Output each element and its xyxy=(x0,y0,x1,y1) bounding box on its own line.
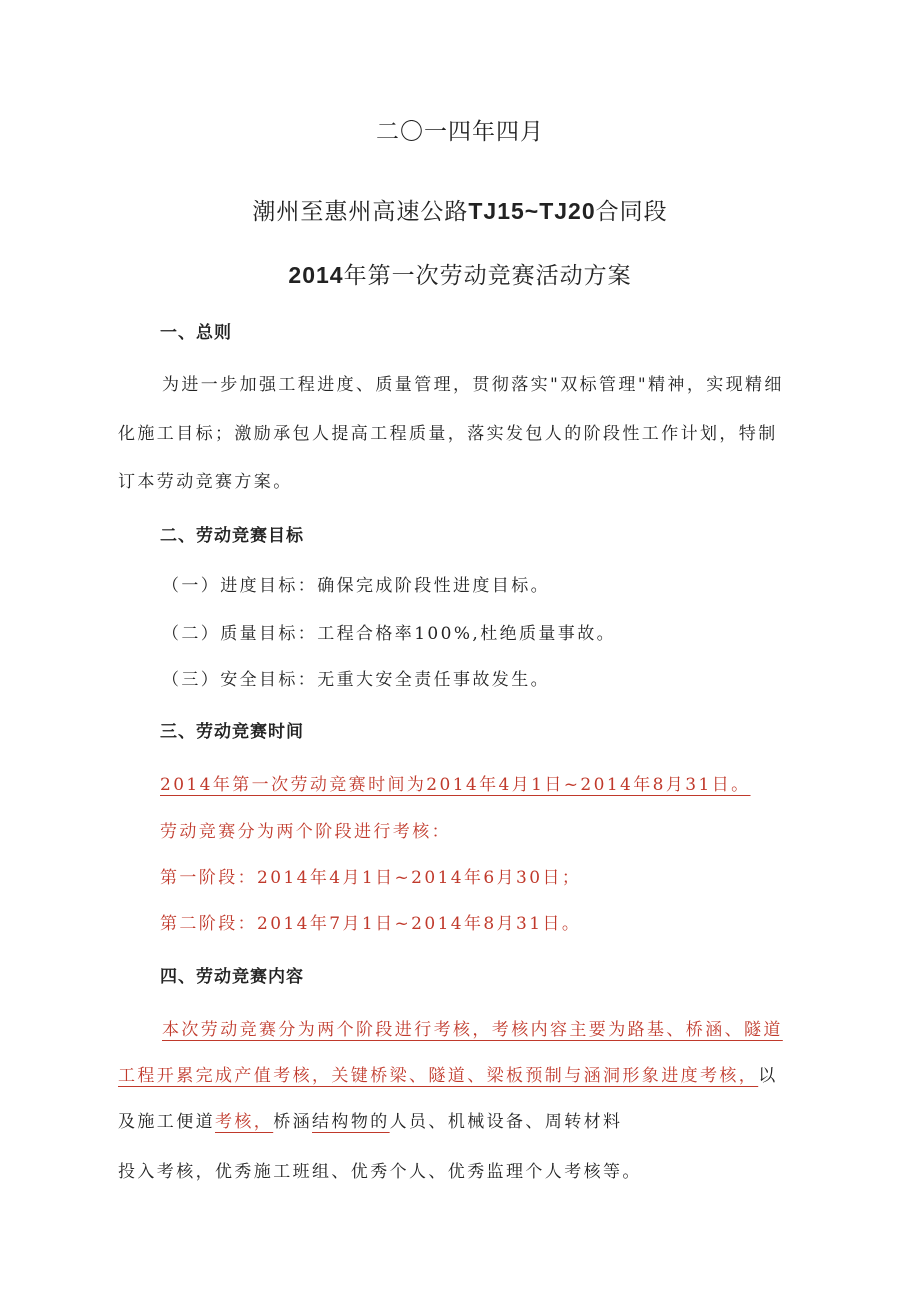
section-2-goal-2: （二）质量目标：工程合格率100%,杜绝质量事故。 xyxy=(162,624,617,644)
project-title xyxy=(0,193,920,226)
section-3-phase-2: 第二阶段：2014年7月1日~2014年8月31日。 xyxy=(160,914,582,934)
section-3-heading: 三、劳动竞赛时间 xyxy=(160,722,304,742)
plan-title-year: 2014 xyxy=(288,262,344,288)
plan-title-text: 年第一次劳动竞赛活动方案 xyxy=(343,263,632,289)
section-3-phase-1: 第一阶段：2014年4月1日~2014年6月30日； xyxy=(160,868,582,888)
date-line: 二〇一四年四月 xyxy=(376,119,544,145)
section-1-heading: 一、总则 xyxy=(160,323,232,343)
section-2-goal-3: （三）安全目标：无重大安全责任事故发生。 xyxy=(162,670,550,690)
section-1-paragraph-line-3: 订本劳动竞赛方案。 xyxy=(118,472,293,492)
section-4-line-3-part-b: 考核， xyxy=(215,1112,274,1132)
project-title-code: TJ15~TJ20 xyxy=(468,198,596,224)
section-4-line-3-part-d: 结构物的 xyxy=(312,1112,390,1132)
section-2-heading: 二、劳动竞赛目标 xyxy=(160,526,304,546)
section-4-paragraph-line-1: 本次劳动竞赛分为两个阶段进行考核，考核内容主要为路基、桥涵、隧道 xyxy=(162,1020,783,1040)
section-3-phase-intro: 劳动竞赛分为两个阶段进行考核： xyxy=(160,822,451,842)
section-4-line-3-part-e: 人员、机械设备、周转材料 xyxy=(389,1112,623,1132)
section-4-line-2-red: 工程开累完成产值考核，关键桥梁、隧道、梁板预制与涵洞形象进度考核， xyxy=(118,1066,759,1086)
section-4-line-3-part-c: 桥涵 xyxy=(273,1112,313,1132)
section-3-time-line: 2014年第一次劳动竞赛时间为2014年4月1日~2014年8月31日。 xyxy=(160,775,751,795)
section-4-paragraph-line-3 xyxy=(118,1107,622,1132)
section-4-paragraph-line-4: 投入考核，优秀施工班组、优秀个人、优秀监理个人考核等。 xyxy=(118,1162,642,1182)
section-4-line-3-part-a: 及施工便道 xyxy=(118,1112,215,1132)
project-title-suffix: 合同段 xyxy=(595,199,668,225)
section-4-paragraph-line-2 xyxy=(118,1061,778,1086)
section-1-paragraph-line-2: 化施工目标；激励承包人提高工程质量，落实发包人的阶段性工作计划，特制 xyxy=(118,424,778,444)
section-2-goal-1: （一）进度目标：确保完成阶段性进度目标。 xyxy=(162,576,550,596)
section-4-line-2-tail: 以 xyxy=(758,1066,778,1086)
project-title-prefix: 潮州至惠州高速公路 xyxy=(252,199,469,225)
plan-title xyxy=(0,257,920,290)
section-4-heading: 四、劳动竞赛内容 xyxy=(160,967,304,987)
section-1-paragraph-line-1: 为进一步加强工程进度、质量管理，贯彻落实"双标管理"精神，实现精细 xyxy=(162,375,784,395)
